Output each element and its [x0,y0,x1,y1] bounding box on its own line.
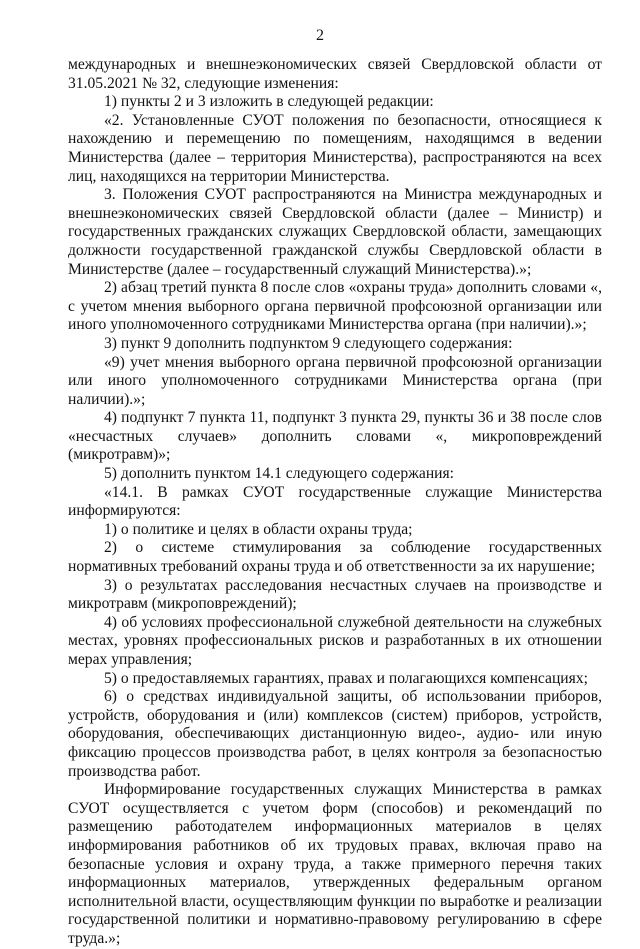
paragraph: 1) пункты 2 и 3 изложить в следующей редакции: [104,93,434,111]
paragraph: «9) учет мнения выборного органа первичной профсоюзной организации или иного уполномоченного сотрудниками Министерства органа (при наличии).»; [68,353,602,408]
paragraph: 2) о системе стимулирования за соблюдение государственных нормативных требований охраны труда и об ответственности за их нарушение; [68,539,602,576]
paragraph: 3) о результатах расследования несчастных случаев на производстве и микротравм (микроповреждений); [68,576,602,613]
paragraph: 4) об условиях профессиональной служебной деятельности на служебных местах, уровнях профессиональных рисков и разработанных в их отношении мерах управления; [68,613,602,668]
paragraph: 3. Положения СУОТ распространяются на Министра международных и внешнеэкономических связей Свердловской области (далее – Министр) и государственных гражданских служащих Свердловской области, замещающих должности государственной гражданской службы Свердловской области в Министерстве (далее – государственный служащий Министерства).»; [68,186,602,278]
page-number: 2 [316,27,324,44]
paragraph: 3) пункт 9 дополнить подпунктом 9 следующего содержания: [104,334,513,352]
paragraph: «14.1. В рамках СУОТ государственные служащие Министерства информируются: [68,483,602,520]
paragraph: Информирование государственных служащих Министерства в рамках СУОТ осуществляется с учетом форм (способов) и рекомендаций по размещению работодателем информационных материалов в целях информирования работников об их трудовых правах, включая право на безопасные условия и охрану труда, а также примерного перечня таких информационных материалов, утвержденных федеральным органом исполнительной власти, осуществляющим функции по выработке и реализации государственной политики и нормативно-правовому регулированию в сфере труда.»; [68,781,602,947]
paragraph: 6) о средствах индивидуальной защиты, об использовании приборов, устройств, оборудования и (или) комплексов (систем) приборов, устройств, оборудования, обеспечивающих дистанционную видео-, аудио- или иную фиксацию процессов производства работ, в целях контроля за безопасностью производства работ. [68,688,602,780]
paragraph: 1) о политике и целях в области охраны труда; [104,520,413,538]
document-body [68,56,602,949]
paragraph: 5) дополнить пунктом 14.1 следующего содержания: [104,465,455,483]
paragraph: 2) абзац третий пункта 8 после слов «охраны труда» дополнить словами «, с учетом мнения выборного органа первичной профсоюзной организации или иного уполномоченного сотрудниками Министерства органа (при наличии).»; [68,279,602,334]
paragraph: «2. Установленные СУОТ положения по безопасности, относящиеся к нахождению и перемещению по помещениям, находящимся в ведении Министерства (далее – территория Министерства), распространяются на всех лиц, находящихся на территории Министерства. [68,111,602,185]
paragraph: 4) подпункт 7 пункта 11, подпункт 3 пункта 29, пункты 36 и 38 после слов «несчастных случаев» дополнить словами «, микроповреждений (микротравм)»; [68,409,602,464]
paragraph: 5) о предоставляемых гарантиях, правах и полагающихся компенсациях; [104,669,588,687]
paragraph: международных и внешнеэкономических связей Свердловской области от 31.05.2021 № 32, следующие изменения: [68,56,602,92]
